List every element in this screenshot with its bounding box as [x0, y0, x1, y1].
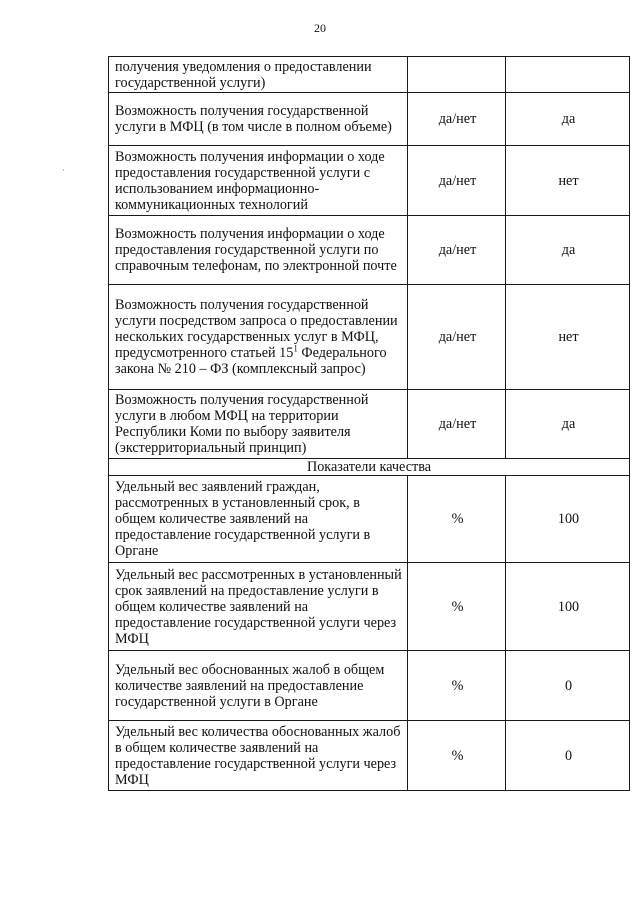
unit-cell: да/нет [408, 93, 506, 146]
indicator-cell [109, 93, 408, 146]
section-header-row [109, 459, 630, 476]
indicator-cell [109, 476, 408, 563]
indicator-text: Удельный вес обоснованных жалоб в общем количестве заявлений на предоставление государственной услуги в Органе [115, 661, 385, 710]
indicator-cell [109, 57, 408, 93]
indicator-cell [109, 285, 408, 390]
superscript-mark: 1 [293, 343, 298, 354]
table-row [109, 146, 630, 216]
indicator-text-part: Возможность получения государственной услуги посредством запроса о предоставлении нескольких государственных услуг в МФЦ, предусмотренного статьей 15 [115, 297, 398, 361]
indicator-text [115, 297, 403, 377]
unit-cell: % [408, 721, 506, 791]
table-row [109, 563, 630, 651]
indicator-text: Удельный вес заявлений граждан, рассмотренных в установленный срок, в общем количестве заявлений на предоставление государственной услуги в Органе [115, 479, 371, 559]
indicator-text: получения уведомления о предоставлении государственной услуги) [115, 59, 372, 91]
table-row [109, 57, 630, 93]
section-header: Показатели качества [109, 459, 630, 476]
table-row [109, 390, 630, 459]
unit-cell: % [408, 563, 506, 651]
indicator-cell [109, 216, 408, 285]
table-row [109, 216, 630, 285]
unit-cell: да/нет [408, 146, 506, 216]
value-cell: да [506, 93, 630, 146]
indicator-text: Возможность получения информации о ходе предоставления государственной услуги с использованием информационно-коммуникационных технологий [115, 148, 385, 213]
page-number: 20 [314, 21, 326, 35]
value-cell: 100 [506, 563, 630, 651]
unit-cell: да/нет [408, 285, 506, 390]
scan-mark-dot: · [62, 165, 65, 175]
indicator-text: Возможность получения государственной услуги в МФЦ (в том числе в полном объеме) [115, 103, 392, 135]
indicator-text: Удельный вес количества обоснованных жалоб в общем количестве заявлений на предоставление государственной услуги через МФЦ [115, 723, 401, 788]
indicator-text: Возможность получения государственной услуги в любом МФЦ на территории Республики Коми по выбору заявителя (экстерриториальный принцип) [115, 392, 369, 456]
indicators-table [108, 56, 630, 791]
unit-cell: % [408, 651, 506, 721]
table-row [109, 476, 630, 563]
indicator-cell [109, 390, 408, 459]
unit-cell [408, 57, 506, 93]
value-cell: да [506, 390, 630, 459]
value-cell [506, 57, 630, 93]
indicator-cell [109, 146, 408, 216]
value-cell: нет [506, 285, 630, 390]
unit-cell: да/нет [408, 390, 506, 459]
indicator-cell [109, 651, 408, 721]
table-row [109, 93, 630, 146]
unit-cell: % [408, 476, 506, 563]
value-cell: 100 [506, 476, 630, 563]
indicator-text-part: Федерального закона № 210 – ФЗ (комплексный запрос) [115, 345, 387, 377]
indicator-text: Удельный вес рассмотренных в установленный срок заявлений на предоставление услуги в общем количестве заявлений на предоставление государственной услуги через МФЦ [115, 566, 402, 647]
value-cell: да [506, 216, 630, 285]
indicator-text: Возможность получения информации о ходе предоставления государственной услуги по справочным телефонам, по электронной почте [115, 226, 397, 274]
value-cell: 0 [506, 721, 630, 791]
unit-cell: да/нет [408, 216, 506, 285]
table-row [109, 721, 630, 791]
table-row [109, 285, 630, 390]
value-cell: нет [506, 146, 630, 216]
value-cell: 0 [506, 651, 630, 721]
indicator-cell [109, 721, 408, 791]
indicator-cell [109, 563, 408, 651]
table-row [109, 651, 630, 721]
